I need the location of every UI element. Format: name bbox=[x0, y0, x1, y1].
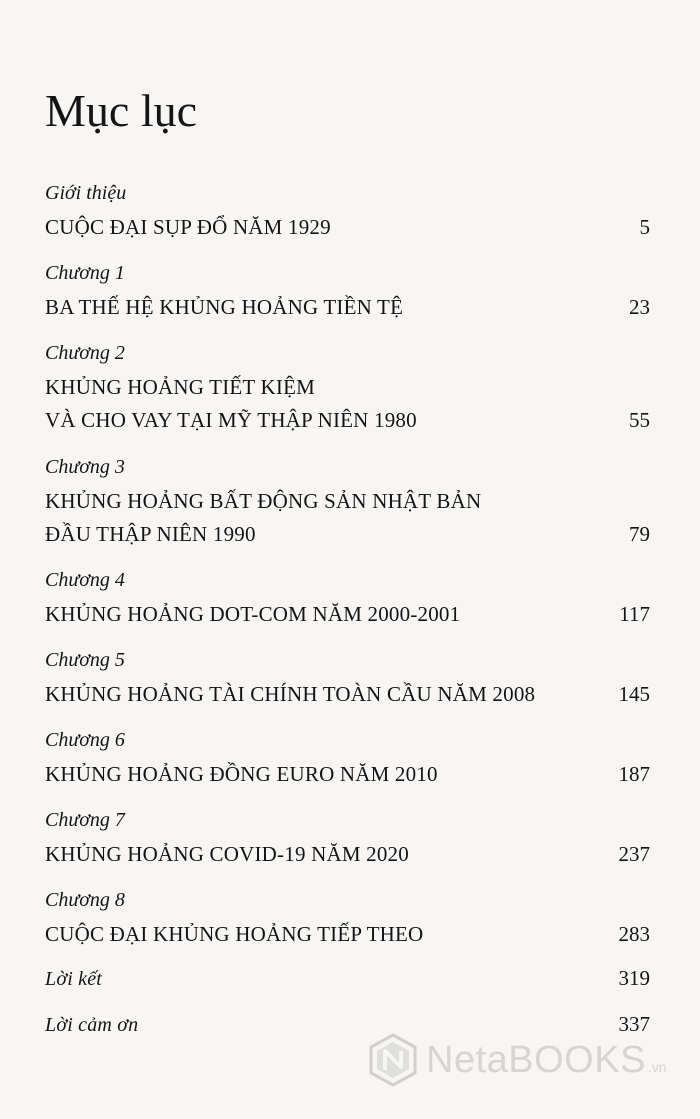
toc-entry-page: 337 bbox=[618, 1012, 650, 1036]
page-title: Mục lục bbox=[45, 85, 198, 136]
toc-entry-page: 117 bbox=[619, 602, 650, 626]
toc-entry-title: KHỦNG HOẢNG ĐỒNG EURO NĂM 2010 bbox=[45, 762, 438, 786]
toc-entry-label: Chương 2 bbox=[45, 342, 125, 364]
toc-entry-page: 283 bbox=[618, 922, 650, 946]
toc-entry-title-line-1: KHỦNG HOẢNG BẤT ĐỘNG SẢN NHẬT BẢN bbox=[45, 489, 482, 513]
toc-entry-label: Chương 8 bbox=[45, 889, 125, 911]
toc-entry-title: CUỘC ĐẠI SỤP ĐỔ NĂM 1929 bbox=[45, 215, 331, 239]
toc-entry-page: 237 bbox=[618, 842, 650, 866]
toc-entry-label: Lời cảm ơn bbox=[45, 1014, 139, 1036]
toc-entry-page: 79 bbox=[629, 522, 650, 546]
toc-entry-title: KHỦNG HOẢNG DOT-COM NĂM 2000-2001 bbox=[45, 602, 461, 626]
toc-entry-title: KHỦNG HOẢNG TÀI CHÍNH TOÀN CẦU NĂM 2008 bbox=[45, 682, 536, 706]
toc-entry-title-line-1: KHỦNG HOẢNG TIẾT KIỆM bbox=[45, 375, 315, 399]
toc-entry-page: 145 bbox=[618, 682, 650, 706]
toc-entry-page: 319 bbox=[618, 966, 650, 990]
toc-entry-label: Giới thiệu bbox=[45, 182, 127, 204]
toc-entry-label: Chương 4 bbox=[45, 569, 125, 591]
toc-entry-page: 55 bbox=[629, 408, 650, 432]
toc-entry-page: 5 bbox=[639, 215, 650, 239]
toc-entry-label: Chương 6 bbox=[45, 729, 125, 751]
watermark bbox=[368, 1033, 667, 1087]
toc-entry-label: Lời kết bbox=[45, 968, 103, 990]
toc-entry-page: 187 bbox=[618, 762, 650, 786]
toc-entry-title-line-2: VÀ CHO VAY TẠI MỸ THẬP NIÊN 1980 bbox=[45, 408, 417, 432]
toc-entry-title: KHỦNG HOẢNG COVID-19 NĂM 2020 bbox=[45, 842, 409, 866]
toc-entry-label: Chương 3 bbox=[45, 456, 125, 478]
toc-entry-title: CUỘC ĐẠI KHỦNG HOẢNG TIẾP THEO bbox=[45, 922, 424, 946]
toc-entry-title: BA THẾ HỆ KHỦNG HOẢNG TIỀN TỆ bbox=[45, 295, 404, 319]
watermark-text: NetaBOOKS bbox=[426, 1038, 646, 1081]
watermark-suffix: .vn bbox=[647, 1059, 667, 1075]
toc-entry-page: 23 bbox=[629, 295, 650, 319]
toc-entry-title-line-2: ĐẦU THẬP NIÊN 1990 bbox=[45, 522, 256, 546]
toc-entry-label: Chương 5 bbox=[45, 649, 125, 671]
toc-entry-label: Chương 7 bbox=[45, 809, 125, 831]
toc-entry-label: Chương 1 bbox=[45, 262, 125, 284]
netabooks-logo-icon bbox=[368, 1033, 418, 1087]
